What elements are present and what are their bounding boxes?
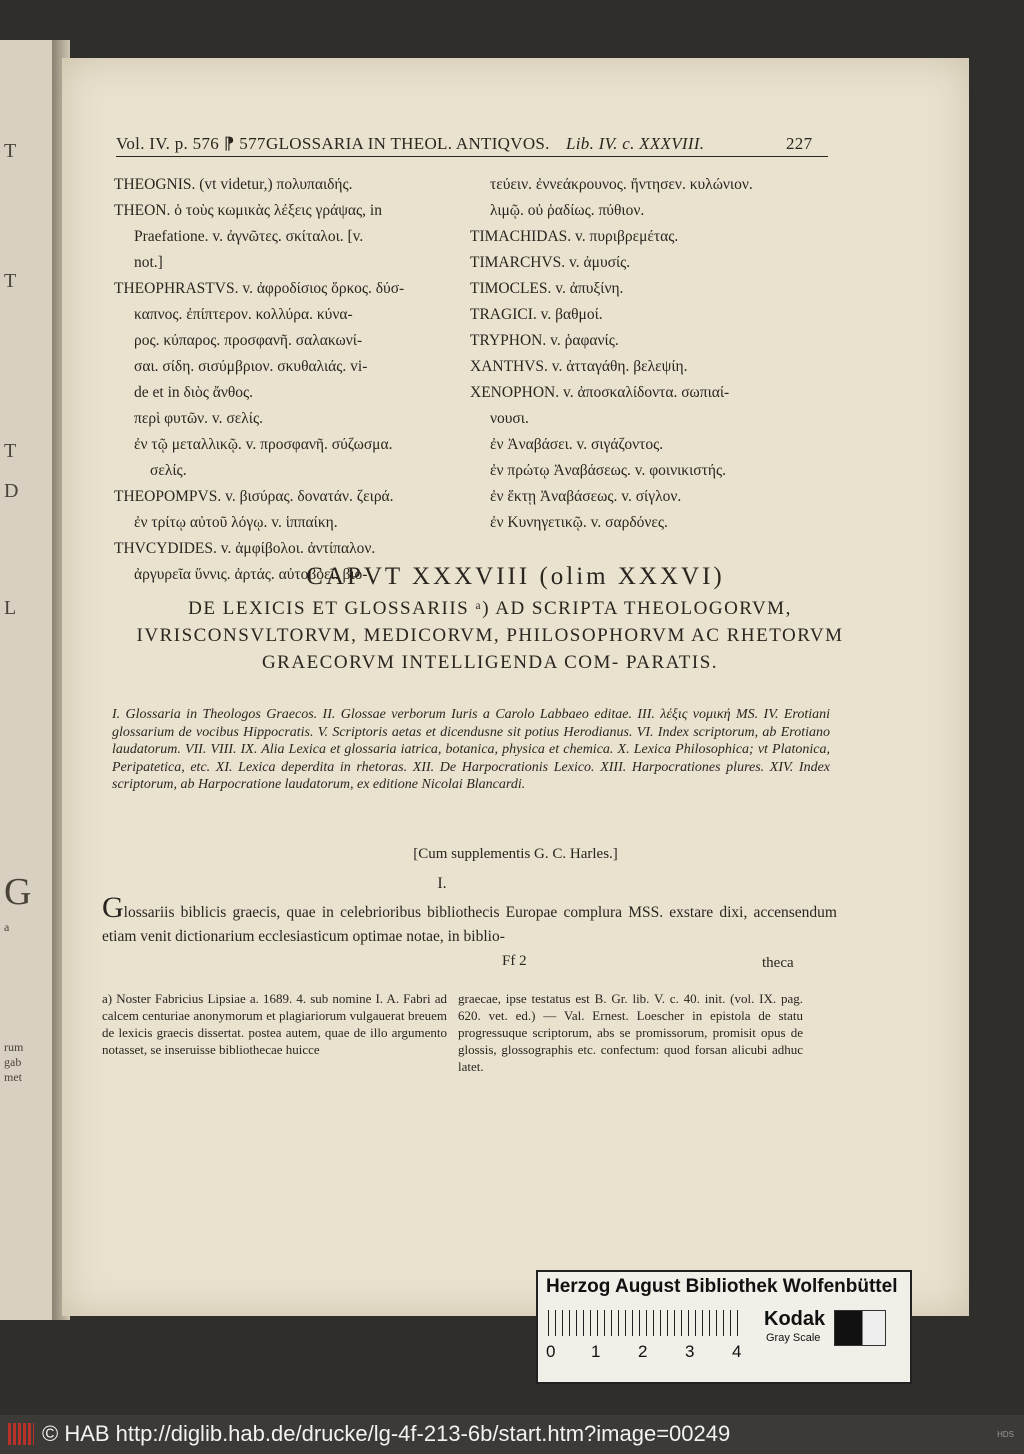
left-page-fragment: L [4,597,17,619]
ruler-ticks [548,1310,738,1336]
footer-badge: HDS [997,1430,1014,1439]
ruler-number: 2 [638,1342,648,1361]
left-page-fragment: T [4,270,17,292]
index-entry: TRAGICI. v. βαθμοί. [470,306,603,323]
left-page-fragment: rum [4,1040,24,1054]
index-entry: THEOGNIS. (vt videtur,) πολυπαιδής. [114,176,353,193]
index-entry: THVCYDIDES. v. ἀμφίβολοι. ἀντίπαλον. [114,540,376,557]
body-paragraph [102,891,837,949]
index-entry: Praefatione. v. ἀγνῶτες. σκίταλοι. [v. [134,228,364,245]
index-entry: ἀργυρεῖα ὕννις. ἀρτάς. αὐτοβοεῖ. βιο- [134,566,368,583]
index-entry: τεύειν. ἐννεάκρουνος. ἤντησεν. κυλώνιον. [490,176,753,193]
index-entry: σαι. σίδη. σισύμβριον. σκυθαλιάς. vi- [134,358,368,375]
gray-scale-label: Gray Scale [766,1332,821,1344]
supplement-note: [Cum supplementis G. C. Harles.] [413,846,618,862]
hab-logo-icon [8,1423,34,1445]
running-title: GLOSSARIA IN THEOL. ANTIQVOS. [266,134,550,153]
left-page-fragment: a [4,920,10,934]
left-page-fragment: met [4,1070,22,1084]
index-entry: XENOPHON. v. ἀποσκαλίδοντα. σωπιαί- [470,384,730,401]
gray-patch [834,1310,886,1346]
index-entry: καπνος. ἐπίπτερον. κολλύρα. κύνα- [134,306,353,323]
footnote-right: graecae, ipse testatus est B. Gr. lib. V. c. 40. init. (vol. IX. pag. 620. vet. ed.) — Val. Ernest. Loescher in epistola de statu progressuque scriptorum, abs se promissorum, promisit opus de glossis, glossographis etc. confectum: quod forsan alicubi adhuc latet. [458,991,803,1074]
index-entry: XANTHVS. v. ἀτταγάθη. βελεψίη. [470,358,688,375]
left-page-fragment: D [4,480,19,502]
left-page-fragment: T [4,140,17,162]
index-entry: not.] [134,254,163,271]
section-number: I. [437,875,447,892]
ruler-number: 4 [732,1342,742,1361]
signature-mark: Ff 2 [502,953,527,969]
index-entry: ἐν πρώτῳ Ἀναβάσεως. v. φοινικιστής. [490,462,726,479]
index-entry: THEON. ὁ τοὺς κωμικὰς λέξεις γράψας, in [114,202,382,219]
color-target-card [536,1270,912,1384]
index-entry: TIMOCLES. v. ἀπυξίνη. [470,280,624,297]
left-page-fragment: G [4,871,32,913]
index-entry: ἐν ἕκτῃ Ἀναβάσεως. v. σίγλον. [490,488,682,505]
index-entry: TRYPHON. v. ῥαφανίς. [470,332,619,349]
index-entry: ρος. κύπαρος. προσφανῆ. σαλακωνί- [134,332,363,349]
index-right-column [470,172,840,536]
index-entry: TIMARCHVS. v. ἀμυσίς. [470,254,631,271]
index-entry: ἐν Κυνηγετικῷ. v. σαρδόνες. [490,514,668,531]
footnote-left: a) Noster Fabricius Lipsiae a. 1689. 4. sub nomine I. A. Fabri ad calcem centuriae anonymorum et plagiariorum vulgauerat breuem de lexicis graecis dissertat. postea autem, quae de illo argumento notasset, se inseruisse bibliothecae huicce [102,991,447,1057]
body-text: lossariis biblicis graecis, quae in celebrioribus bibliothecis Europae complura MSS. exstare dixi, accensendum etiam venit dictionarium ecclesiasticum optimae notae, in biblio- [102,904,837,945]
index-entry: THEOPHRASTVS. v. ἀφροδίσιος ὅρκος. δύσ- [114,280,405,297]
header-rule [116,156,828,157]
index-entry: ἐν τῷ μεταλλικῷ. v. προσφανῆ. σύζωσμα. [134,436,393,453]
library-name: Herzog August Bibliothek Wolfenbüttel [546,1276,898,1297]
index-entry: THEOPOMPVS. v. βισύρας. δονατάν. ζειρά. [114,488,394,505]
page-number: 227 [786,134,813,153]
book-page [62,58,969,1316]
index-entry: de et in διὸς ἄνθος. [134,384,254,401]
index-entry: νουσι. [490,410,529,427]
left-page-fragment: T [4,440,17,462]
index-entry: TIMACHIDAS. v. πυριβρεμέτας. [470,228,679,245]
left-page-fragment: gab [4,1055,22,1069]
footer-bar [0,1415,1024,1454]
chapter-summary: I. Glossaria in Theologos Graecos. II. Glossae verborum Iuris a Carolo Labbaeo editae. III. λέξις νομική MS. IV. Erotiani glossarium de vocibus Hippocratis. V. Scriptoris aetas et dicendusne sit potius Herodianus. VI. Index scriptorum, ab Erotiano laudatorum. VII. VIII. IX. Alia Lexica et glossaria iatrica, botanica, physica et chemica. X. Lexica Philosophica; vt Platonica, Peripatetica, etc. XI. Lexica deperdita in rhetoras. XII. De Harpocrationis Lexico. XIII. Harpocrationes plures. XIV. Index scriptorum, ab Harpocratione laudatorum, ex editione Nicolai Blancardi. [112,707,830,792]
chapter-subtitle: DE LEXICIS ET GLOSSARIIS ᵃ) AD SCRIPTA THEOLOGORVM, IVRISCONSVLTORVM, MEDICORVM, PHILOSOPHORVM AC RHETORVM GRAECORVM INTELLIGENDA COM- PARATIS. [136,598,844,673]
kodak-logo: Kodak [764,1308,826,1330]
copyright-link[interactable]: © HAB http://diglib.hab.de/drucke/lg-4f-213-6b/start.htm?image=00249 [42,1421,731,1446]
index-entry: περὶ φυτῶν. v. σελίς. [134,410,263,427]
ruler-number: 0 [546,1342,556,1361]
index-entry: ἐν Ἀναβάσει. v. σιγάζοντος. [490,436,664,453]
index-entry: ἐν τρίτῳ αὐτοῦ λόγῳ. v. ἱππαίκη. [134,514,338,531]
index-entry: λιμῷ. οὐ ῥαδίως. πύθιον. [490,202,645,219]
catchword: theca [762,955,794,971]
volume-reference: Vol. IV. p. 576 ⁋ 577 [116,134,266,153]
drop-capital: G [102,891,124,924]
book-chapter-reference: Lib. IV. c. XXXVIII. [566,134,705,153]
ruler-number: 3 [685,1342,695,1361]
chapter-heading: CAPVT XXXVIII (olim XXXVI) [306,563,725,590]
index-entry: σελίς. [150,462,187,479]
ruler-number: 1 [591,1342,601,1361]
index-left-column [114,172,454,588]
